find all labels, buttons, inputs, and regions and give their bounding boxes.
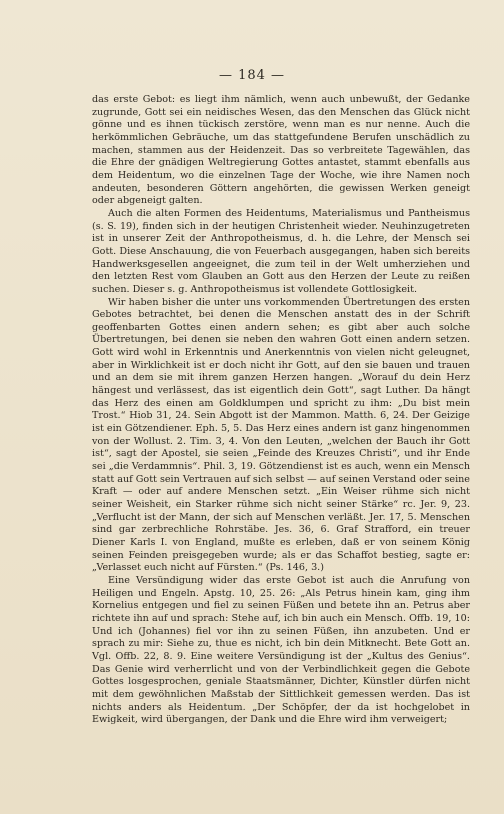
paragraph-4: Eine Versündigung wider das erste Gebot ist auch die Anrufung von Heiligen und Engeln. Apstg. 10, 25. 26: „Als Petrus hinein kam, ging ihm Kornelius entgegen und fiel zu seinen Füßen und betete ihn an. Petrus aber richtete ihn auf und sprach: Stehe auf, ich bin auch ein Mensch. Offb. 19, 10: Und ich (Johannes) fiel vor ihn zu seinen Füßen, ihn anzubeten. Und er sprach zu mir: Siehe zu, thue es nicht, ich bin dein Mitknecht. Bete Gott an. Vgl. Offb. 22, 8. 9. Eine weitere Versündigung ist der „Kultus des Genius“. Das Genie wird verherrlicht und von der Verbindlichkeit gegen die Gebote Gottes losgesprochen, geniale Staatsmänner, Dichter, Künstler dürfen nicht mit dem gewöhnlichen Maßstab der Sittlichkeit gemessen werden. Das ist nichts anders als Heidentum. „Der Schöpfer, der da ist hochgelobet in Ewigkeit, wird übergangen, der Dank und die Ehre wird ihm verweigert; (92, 574, 470, 726)
paragraph-1: das erste Gebot: es liegt ihm nämlich, wenn auch unbewußt, der Gedanke zugrunde, Gott sei ein neidisches Wesen, das den Menschen das Glück nicht gönne und es ihnen tückisch zerstöre, wenn man es nur nenne. Auch die herkömmlichen Gebräuche, um das stattgefundene Berufen unschädlich zu machen, stammen aus der Heidenzeit. Das so verbreitete Tagewählen, das die Ehre der gnädigen Weltregierung Gottes antastet, stammt ebenfalls aus dem Heidentum, wo die einzelnen Tage der Woche, wie ihre Namen noch andeuten, besonderen Göttern angehörten, die gewissen Werken geneigt oder abgeneigt galten. (92, 94, 470, 207)
paragraph-3: Wir haben bisher die unter uns vorkommenden Übertretungen des ersten Gebotes betrachtet, bei denen die Menschen anstatt des in der Schrift geoffenbarten Gottes einen andern sehen; es gibt aber auch solche Übertretungen, bei denen sie neben den wahren Gott einen andern setzen. Gott wird wohl in Erkenntnis und Anerkenntnis von vielen nicht geleugnet, aber in Wirklichkeit ist er doch nicht ihr Gott, auf den sie bauen und trauen und an dem sie mit ihrem ganzen Herzen hangen. „Worauf du dein Herz hängest und verlässest, das ist eigentlich dein Gott“, sagt Luther. Da hängt das Herz des einen am Goldklumpen und spricht zu ihm: „Du bist mein Trost.“ Hiob 31, 24. Sein Abgott ist der Mammon. Matth. 6, 24. Der Geizige ist ein Götzendiener. Eph. 5, 5. Das Herz eines andern ist ganz hingenommen von der Wollust. 2. Tim. 3, 4. Von den Leuten, „welchen der Bauch ihr Gott ist“, sagt der Apostel, sie seien „Feinde des Kreuzes Christi“, und ihr Ende sei „die Verdammnis“. Phil. 3, 19. Götzendienst ist es auch, wenn ein Mensch statt auf Gott sein Vertrauen auf sich selbst — auf seinen Verstand oder seine Kraft — oder auf andere Menschen setzt. „Ein Weiser rühme sich nicht seiner Weisheit, ein Starker rühme sich nicht seiner Stärke“ rc. Jer. 9, 23. „Verflucht ist der Mann, der sich auf Menschen verläßt. Jer. 17, 5. Menschen sind gar zerbrechliche Rohrstäbe. Jes. 36, 6. Graf Strafford, ein treuer Diener Karls I. von England, mußte es erleben, daß er von seinem König seinen Feinden preisgegeben wurde; als er das Schaffot bestieg, sagte er: „Verlasset euch nicht auf Fürsten.“ (Ps. 146, 3.) (92, 296, 470, 574)
paragraph-2: Auch die alten Formen des Heidentums, Materialismus und Pantheismus (s. S. 19), finden sich in der heutigen Christenheit wieder. Neuhinzugetreten ist in unserer Zeit der Anthropotheismus, d. h. die Lehre, der Mensch sei Gott. Diese Anschauung, die von Feuerbach ausgegangen, haben sich bereits Handwerksgesellen angeeignet, die zum teil in der Welt umherziehen und den letzten Rest vom Glauben an Gott aus den Herzen der Leute zu reißen suchen. Dieser s. g. Anthropotheismus ist vollendete Gottlosigkeit. (92, 207, 470, 295)
page-number: — 184 — (218, 68, 286, 83)
body-text (92, 94, 470, 727)
